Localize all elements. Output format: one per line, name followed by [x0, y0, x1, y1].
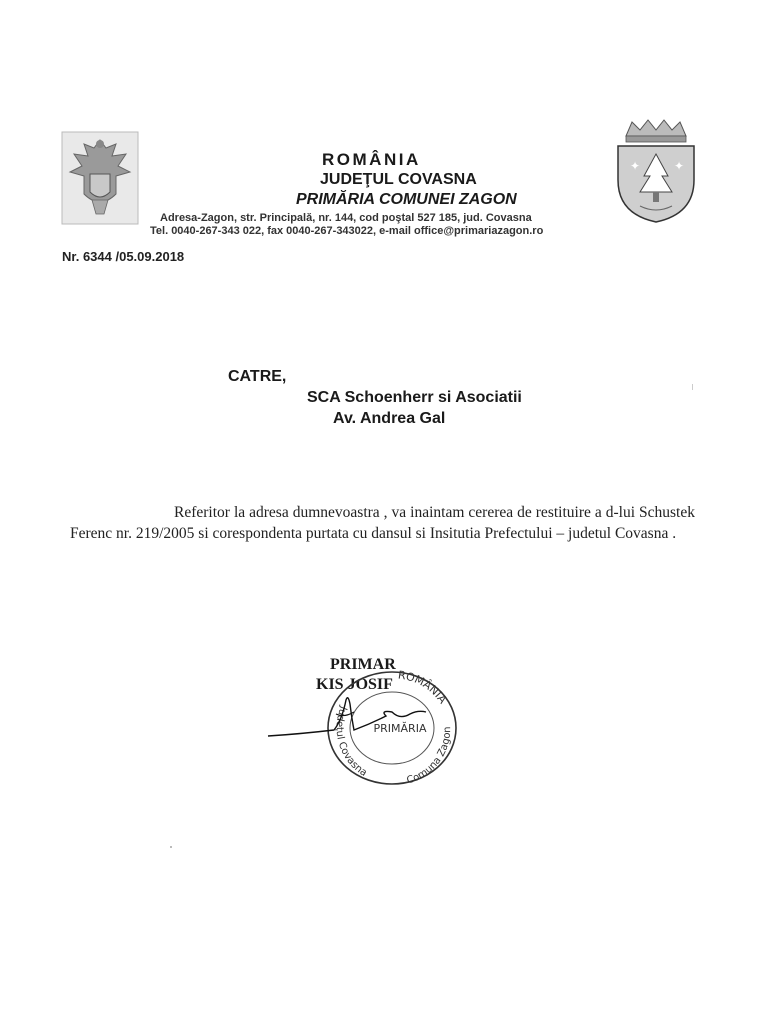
recipient-catre: CATRE, [228, 368, 287, 385]
address-line: Adresa-Zagon, str. Principală, nr. 144, cod poştal 527 185, jud. Covasna [160, 212, 532, 224]
county-heading: JUDEŢUL COVASNA [320, 171, 477, 188]
romania-coat-of-arms-icon [60, 130, 140, 226]
signature-name: KIS JOSIF [316, 676, 393, 693]
svg-text:✦: ✦ [674, 159, 685, 173]
recipient-company: SCA Schoenherr si Asociatii [307, 389, 522, 406]
country-heading: ROMÂNIA [322, 150, 421, 169]
stamp-ring-left: Judeţul Covasna [333, 704, 369, 779]
signature-title: PRIMAR [330, 656, 396, 673]
stamp-center-text: PRIMĂRIA [373, 722, 427, 735]
svg-text:✦: ✦ [630, 159, 641, 173]
stamp-ring-right: Comuna Zagon [405, 726, 454, 787]
scan-dot [170, 846, 172, 848]
handwritten-signature [250, 690, 450, 750]
mayoralty-heading: PRIMĂRIA COMUNEI ZAGON [296, 191, 517, 208]
zagon-coat-of-arms-icon [612, 118, 700, 224]
recipient-person: Av. Andrea Gal [333, 410, 446, 427]
letter-body: Referitor la adresa dumnevoastra , va inaintam cererea de restituire a d-lui Schustek Ferenc nr. 219/2005 si corespondenta purtata cu dansul si Insitutia Prefectului – judetul Covasna . [70, 504, 695, 542]
contact-line: Tel. 0040-267-343 022, fax 0040-267-343022, e-mail office@primariazagon.ro [150, 225, 544, 237]
stamp-ring-top: ROMÂNIA [397, 668, 450, 707]
scan-dot [692, 384, 693, 390]
registration-number: Nr. 6344 /05.09.2018 [62, 249, 185, 264]
